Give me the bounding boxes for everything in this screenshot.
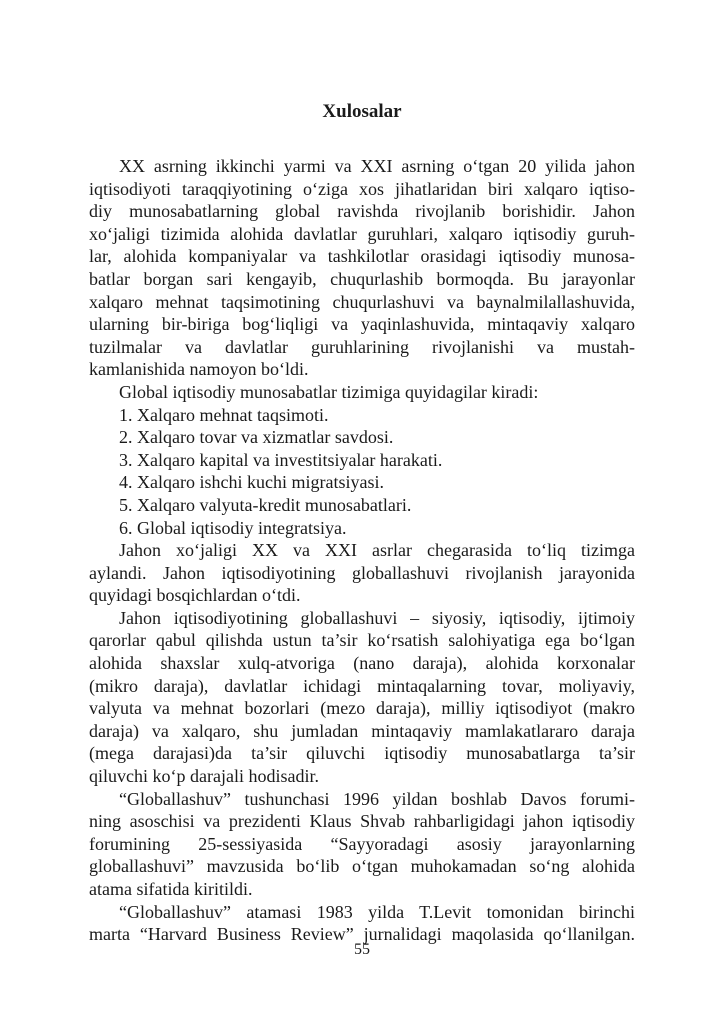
text-line: XX asrning ikkinchi yarmi va XXI asrning o‘tgan 20 yilida jahon [119, 156, 635, 176]
text-line: alohida shaxslar xulq-atvoriga (nano daraja), alohida korxonalar [89, 653, 635, 674]
text-line: quyidagi bosqichlardan o‘tdi. [89, 585, 301, 606]
text-line: aylandi. Jahon iqtisodiyotining globallashuvi rivojlanish jarayonida [89, 562, 635, 583]
text-line: ularning bir-biriga bog‘liqligi va yaqinlashuvida, mintaqaviy xalqaro [89, 314, 635, 335]
text-line: qiluvchi ko‘p darajali hodisadir. [89, 766, 319, 787]
text-line: (mega darajasi)da ta’sir qiluvchi iqtisodiy munosabatlarga ta’sir [89, 743, 635, 764]
list-item: 2. Xalqaro tovar va xizmatlar savdosi. [119, 427, 394, 448]
text-line: (mikro daraja), davlatlar ichidagi mintaqalarning tovar, moliyaviy, [89, 675, 635, 696]
text-line: forumining 25-sessiyasida “Sayyoradagi asosiy jarayonlarning [89, 833, 635, 854]
page-number: 55 [354, 941, 370, 958]
text-line: daraja) va xalqaro, shu jumladan mintaqaviy mamlakatlararo daraja [89, 720, 635, 741]
text-line: lar, alohida kompaniyalar va tashkilotlar orasidagi iqtisodiy munosa- [89, 246, 635, 267]
paragraph-globalization-levels [89, 607, 635, 788]
text-line: valyuta va mehnat bozorlari (mezo daraja), milliy iqtisodiyot (makro [89, 698, 635, 719]
text-line: qarorlar qabul qilishda ustun ta’sir ko‘rsatish salohiyatiga ega bo‘lgan [89, 630, 635, 651]
text-line: “Globallashuv” atamasi 1983 yilda T.Levit tomonidan birinchi [119, 901, 635, 922]
page-body [89, 100, 635, 946]
text-line: globallashuvi” mavzusida bo‘lib o‘tgan muhokamadan so‘ng alohida [89, 856, 635, 877]
text-line: iqtisodiyoti taraqqiyotining o‘ziga xos jihatlaridan biri xalqaro iqtiso- [89, 178, 635, 199]
text-line: Global iqtisodiy munosabatlar tizimiga quyidagilar kiradi: [119, 381, 539, 402]
text-line: Jahon xo‘jaligi XX va XXI asrlar chegarasida to‘liq tizimga [119, 540, 635, 561]
text-line: xalqaro mehnat taqsimotining chuqurlashuvi va baynalmilallashuvida, [89, 291, 635, 312]
paragraph-levitt [89, 901, 635, 946]
text-line: atama sifatida kiritildi. [89, 879, 253, 899]
paragraph-davos [89, 788, 635, 901]
paragraph-list-intro [89, 381, 635, 404]
text-line: xo‘jaligi tizimida alohida davlatlar guruhlari, xalqaro iqtisodiy guruh- [89, 223, 635, 244]
paragraph-world-economy [89, 539, 635, 607]
list-item: 4. Xalqaro ishchi kuchi migratsiyasi. [119, 472, 384, 493]
text-line: Jahon iqtisodiyotining globallashuvi – siyosiy, iqtisodiy, ijtimoiy [119, 607, 635, 628]
text-line: marta “Harvard Business Review” jurnalidagi maqolasida qo‘llanilgan. [89, 924, 635, 945]
section-title: Xulosalar [322, 101, 402, 122]
numbered-list [89, 404, 635, 540]
text-line: batlar borgan sari kengayib, chuqurlashib bormoqda. Bu jarayonlar [89, 268, 635, 289]
list-item: 6. Global iqtisodiy integratsiya. [119, 517, 347, 538]
list-item: 5. Xalqaro valyuta-kredit munosabatlari. [119, 494, 412, 515]
text-line: diy munosabatlarning global ravishda rivojlanib borishidir. Jahon [89, 201, 635, 222]
list-item: 3. Xalqaro kapital va investitsiyalar harakati. [119, 449, 443, 470]
paragraph-intro [89, 155, 635, 381]
text-line: tuzilmalar va davlatlar guruhlarining rivojlanishi va mustah- [89, 336, 635, 357]
list-item: 1. Xalqaro mehnat taqsimoti. [119, 404, 329, 425]
text-line: ning asoschisi va prezidenti Klaus Shvab rahbarligidagi jahon iqtisodiy [89, 811, 635, 832]
text-line: “Globallashuv” tushunchasi 1996 yildan boshlab Davos forumi- [119, 788, 635, 809]
text-line: kamlanishida namoyon bo‘ldi. [89, 359, 309, 380]
